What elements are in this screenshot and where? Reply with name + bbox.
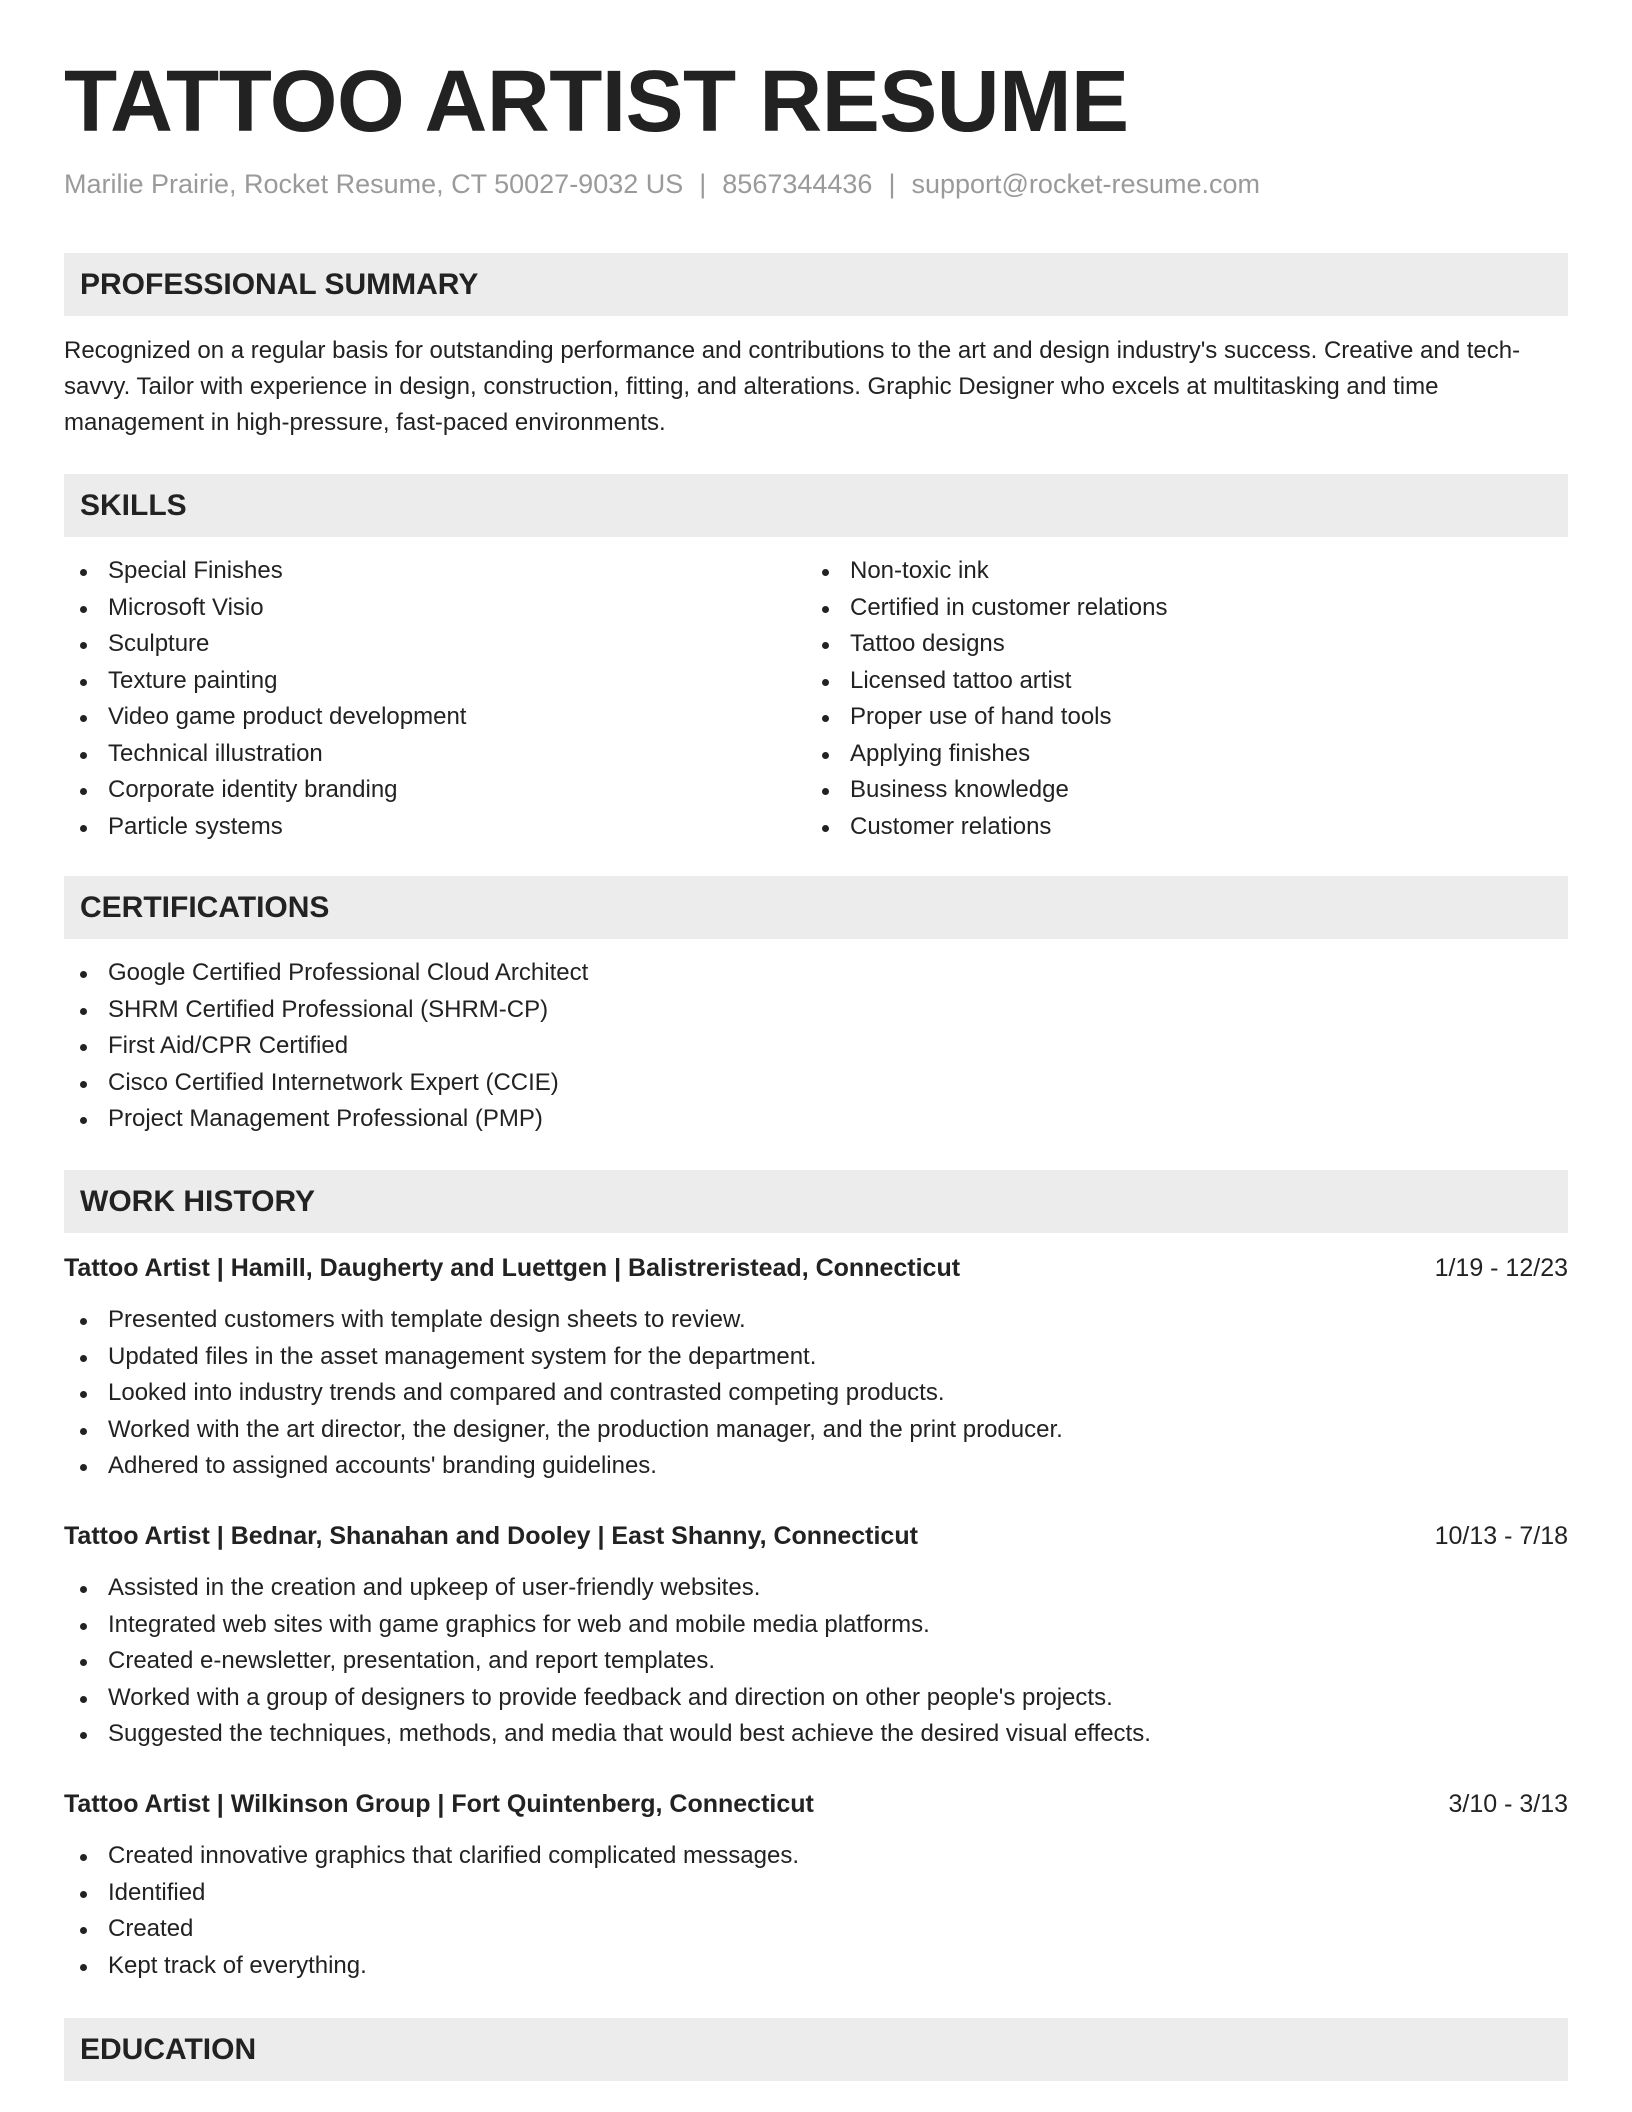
skill-item: Texture painting: [64, 663, 466, 700]
job-bullet: Created: [64, 1911, 799, 1948]
job-bullet: Worked with the art director, the designer, the production manager, and the print producer.: [64, 1412, 1063, 1449]
contact-phone: 8567344436: [722, 169, 873, 199]
skill-item: Sculpture: [64, 626, 466, 663]
contact-separator: |: [888, 169, 896, 199]
education-heading: EDUCATION: [64, 2018, 1568, 2081]
skill-item: Licensed tattoo artist: [806, 663, 1167, 700]
job-bullet: Assisted in the creation and upkeep of user-friendly websites.: [64, 1570, 1151, 1607]
job-bullet: Integrated web sites with game graphics for web and mobile media platforms.: [64, 1607, 1151, 1644]
job-bullets: [64, 1302, 1063, 1485]
job-title: Tattoo Artist | Bednar, Shanahan and Dooley | East Shanny, Connecticut: [64, 1522, 918, 1550]
job-title: Tattoo Artist | Wilkinson Group | Fort Quintenberg, Connecticut: [64, 1790, 814, 1818]
skills-list-left: [64, 553, 466, 845]
summary-heading: PROFESSIONAL SUMMARY: [64, 253, 1568, 316]
certification-item: Project Management Professional (PMP): [64, 1101, 588, 1138]
job-header: [64, 1250, 1568, 1286]
job-bullet: Suggested the techniques, methods, and media that would best achieve the desired visual effects.: [64, 1716, 1151, 1753]
job-bullet: Presented customers with template design sheets to review.: [64, 1302, 1063, 1339]
job-dates: 10/13 - 7/18: [1434, 1522, 1568, 1550]
certification-item: First Aid/CPR Certified: [64, 1028, 588, 1065]
job-dates: 1/19 - 12/23: [1434, 1254, 1568, 1282]
job-header: [64, 1786, 1568, 1822]
summary-text: Recognized on a regular basis for outstanding performance and contributions to the art and design industry's success. Creative and tech-savvy. Tailor with experience in design, construction, fitting, and alterations. Graphic Designer who excels at multitasking and time management in high-pressure, fast-paced environments.: [64, 337, 1521, 436]
skill-item: Proper use of hand tools: [806, 699, 1167, 736]
job-bullets: [64, 1570, 1151, 1753]
job-title: Tattoo Artist | Hamill, Daugherty and Luettgen | Balistreristead, Connecticut: [64, 1254, 961, 1282]
skill-item: Technical illustration: [64, 736, 466, 773]
work-history-heading: WORK HISTORY: [64, 1170, 1568, 1233]
certification-item: Google Certified Professional Cloud Architect: [64, 955, 588, 992]
job-bullet: Updated files in the asset management system for the department.: [64, 1339, 1063, 1376]
certifications-list: [64, 955, 588, 1138]
certification-item: SHRM Certified Professional (SHRM-CP): [64, 992, 588, 1029]
job-dates: 3/10 - 3/13: [1448, 1790, 1568, 1818]
certification-item: Cisco Certified Internetwork Expert (CCIE): [64, 1065, 588, 1102]
skill-item: Particle systems: [64, 809, 466, 846]
job-bullets: [64, 1838, 799, 1984]
contact-email: support@rocket-resume.com: [911, 169, 1260, 199]
skill-item: Customer relations: [806, 809, 1167, 846]
job-bullet: Kept track of everything.: [64, 1948, 799, 1985]
job-header: [64, 1518, 1568, 1554]
contact-separator: |: [699, 169, 707, 199]
skill-item: Non-toxic ink: [806, 553, 1167, 590]
skill-item: Business knowledge: [806, 772, 1167, 809]
resume-title: TATTOO ARTIST RESUME: [64, 53, 1129, 150]
skills-heading: SKILLS: [64, 474, 1568, 537]
job-bullet: Created innovative graphics that clarified complicated messages.: [64, 1838, 799, 1875]
certifications-heading: CERTIFICATIONS: [64, 876, 1568, 939]
skill-item: Video game product development: [64, 699, 466, 736]
job-bullet: Created e-newsletter, presentation, and report templates.: [64, 1643, 1151, 1680]
job-bullet: Worked with a group of designers to provide feedback and direction on other people's projects.: [64, 1680, 1151, 1717]
job-bullet: Identified: [64, 1875, 799, 1912]
skill-item: Special Finishes: [64, 553, 466, 590]
job-bullet: Looked into industry trends and compared and contrasted competing products.: [64, 1375, 1063, 1412]
skills-list-right: [806, 553, 1167, 845]
skill-item: Applying finishes: [806, 736, 1167, 773]
contact-line: [64, 166, 1260, 202]
contact-address: Marilie Prairie, Rocket Resume, CT 50027-9032 US: [64, 169, 684, 199]
job-bullet: Adhered to assigned accounts' branding guidelines.: [64, 1448, 1063, 1485]
skill-item: Tattoo designs: [806, 626, 1167, 663]
skill-item: Certified in customer relations: [806, 590, 1167, 627]
skill-item: Microsoft Visio: [64, 590, 466, 627]
skill-item: Corporate identity branding: [64, 772, 466, 809]
